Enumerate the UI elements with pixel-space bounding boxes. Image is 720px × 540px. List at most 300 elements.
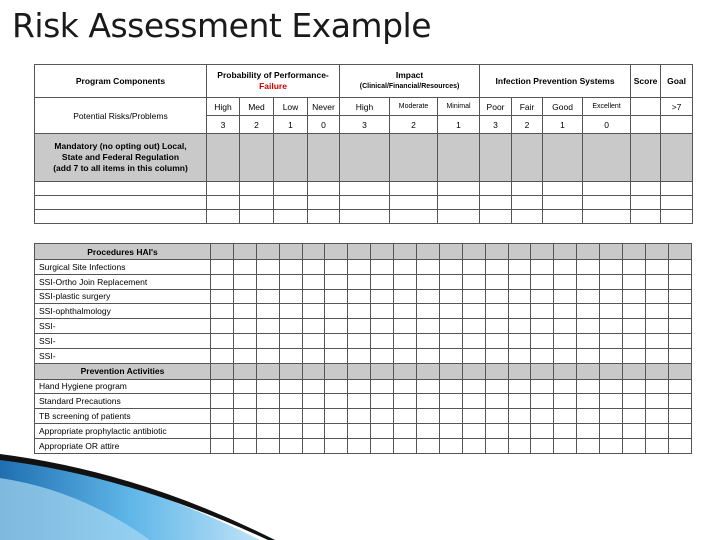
- cell[interactable]: [340, 210, 390, 224]
- cell[interactable]: [371, 409, 394, 424]
- cell[interactable]: [302, 409, 325, 424]
- cell[interactable]: [583, 210, 631, 224]
- cell[interactable]: [508, 244, 531, 260]
- cell[interactable]: [394, 274, 417, 289]
- cell[interactable]: [508, 423, 531, 438]
- cell[interactable]: [600, 409, 623, 424]
- cell[interactable]: [348, 244, 371, 260]
- cell[interactable]: [211, 363, 234, 379]
- cell[interactable]: [302, 260, 325, 275]
- cell[interactable]: [240, 182, 274, 196]
- cell[interactable]: [325, 423, 348, 438]
- cell[interactable]: [302, 289, 325, 304]
- cell[interactable]: [302, 379, 325, 394]
- cell[interactable]: [371, 394, 394, 409]
- cell[interactable]: [279, 379, 302, 394]
- cell[interactable]: [302, 348, 325, 363]
- cell[interactable]: [645, 244, 668, 260]
- cell[interactable]: [348, 304, 371, 319]
- cell[interactable]: [439, 244, 462, 260]
- cell[interactable]: [256, 394, 279, 409]
- cell[interactable]: [645, 289, 668, 304]
- cell[interactable]: [439, 304, 462, 319]
- cell[interactable]: [531, 348, 554, 363]
- cell[interactable]: [512, 210, 543, 224]
- cell[interactable]: [417, 409, 440, 424]
- cell[interactable]: [480, 134, 512, 182]
- cell[interactable]: [211, 304, 234, 319]
- cell[interactable]: [554, 379, 577, 394]
- cell[interactable]: [348, 333, 371, 348]
- cell[interactable]: [390, 210, 438, 224]
- cell[interactable]: [348, 260, 371, 275]
- cell[interactable]: [531, 244, 554, 260]
- cell[interactable]: [600, 289, 623, 304]
- cell[interactable]: [325, 348, 348, 363]
- cell[interactable]: [256, 379, 279, 394]
- cell[interactable]: [394, 244, 417, 260]
- cell[interactable]: [390, 134, 438, 182]
- cell[interactable]: [554, 363, 577, 379]
- cell[interactable]: [577, 304, 600, 319]
- cell[interactable]: [668, 379, 691, 394]
- cell[interactable]: [668, 423, 691, 438]
- cell[interactable]: [438, 134, 480, 182]
- cell[interactable]: [348, 274, 371, 289]
- cell[interactable]: [485, 423, 508, 438]
- cell[interactable]: [668, 319, 691, 334]
- cell[interactable]: [233, 379, 256, 394]
- cell[interactable]: [394, 333, 417, 348]
- cell[interactable]: [531, 363, 554, 379]
- cell[interactable]: [661, 196, 693, 210]
- cell[interactable]: [508, 409, 531, 424]
- cell[interactable]: [583, 196, 631, 210]
- cell[interactable]: [348, 394, 371, 409]
- cell[interactable]: [661, 210, 693, 224]
- cell[interactable]: [417, 319, 440, 334]
- cell[interactable]: [485, 304, 508, 319]
- cell[interactable]: [645, 274, 668, 289]
- cell[interactable]: [531, 394, 554, 409]
- cell[interactable]: [645, 423, 668, 438]
- cell[interactable]: [508, 289, 531, 304]
- cell[interactable]: [577, 409, 600, 424]
- cell[interactable]: [211, 244, 234, 260]
- cell[interactable]: [485, 319, 508, 334]
- cell[interactable]: [371, 363, 394, 379]
- cell[interactable]: [348, 423, 371, 438]
- cell[interactable]: [645, 304, 668, 319]
- cell[interactable]: [211, 333, 234, 348]
- cell[interactable]: [631, 134, 661, 182]
- cell[interactable]: [623, 379, 646, 394]
- cell[interactable]: [279, 274, 302, 289]
- cell[interactable]: [348, 319, 371, 334]
- cell[interactable]: [394, 379, 417, 394]
- cell[interactable]: [600, 423, 623, 438]
- cell[interactable]: [308, 210, 340, 224]
- cell[interactable]: [645, 348, 668, 363]
- cell[interactable]: [211, 348, 234, 363]
- cell[interactable]: [623, 244, 646, 260]
- cell[interactable]: [371, 319, 394, 334]
- cell[interactable]: [485, 394, 508, 409]
- cell[interactable]: [508, 363, 531, 379]
- cell[interactable]: [554, 333, 577, 348]
- cell[interactable]: [256, 244, 279, 260]
- cell[interactable]: [340, 182, 390, 196]
- cell[interactable]: [462, 319, 485, 334]
- cell[interactable]: [623, 333, 646, 348]
- cell[interactable]: [439, 260, 462, 275]
- cell[interactable]: [348, 409, 371, 424]
- cell[interactable]: [583, 134, 631, 182]
- cell[interactable]: [462, 348, 485, 363]
- cell[interactable]: [256, 304, 279, 319]
- cell[interactable]: [417, 394, 440, 409]
- cell[interactable]: [531, 319, 554, 334]
- cell[interactable]: [508, 379, 531, 394]
- cell[interactable]: [240, 196, 274, 210]
- cell[interactable]: [600, 333, 623, 348]
- cell[interactable]: [577, 363, 600, 379]
- cell[interactable]: [371, 304, 394, 319]
- cell[interactable]: [543, 196, 583, 210]
- cell[interactable]: [417, 379, 440, 394]
- cell[interactable]: [325, 304, 348, 319]
- cell[interactable]: [577, 319, 600, 334]
- cell[interactable]: [371, 379, 394, 394]
- cell[interactable]: [531, 274, 554, 289]
- cell[interactable]: [623, 289, 646, 304]
- cell[interactable]: [302, 244, 325, 260]
- cell[interactable]: [439, 333, 462, 348]
- cell[interactable]: [631, 210, 661, 224]
- cell[interactable]: [508, 274, 531, 289]
- cell[interactable]: [240, 134, 274, 182]
- cell[interactable]: [531, 333, 554, 348]
- cell[interactable]: [240, 210, 274, 224]
- cell[interactable]: [512, 134, 543, 182]
- cell[interactable]: [256, 289, 279, 304]
- cell[interactable]: [462, 304, 485, 319]
- cell[interactable]: [462, 289, 485, 304]
- cell[interactable]: [256, 260, 279, 275]
- cell[interactable]: [302, 394, 325, 409]
- cell[interactable]: [211, 260, 234, 275]
- cell[interactable]: [531, 289, 554, 304]
- cell[interactable]: [371, 289, 394, 304]
- cell[interactable]: [211, 409, 234, 424]
- cell[interactable]: [371, 348, 394, 363]
- cell[interactable]: [623, 274, 646, 289]
- cell[interactable]: [439, 348, 462, 363]
- cell[interactable]: [325, 333, 348, 348]
- cell[interactable]: [325, 260, 348, 275]
- cell[interactable]: [274, 196, 308, 210]
- cell[interactable]: [623, 423, 646, 438]
- cell[interactable]: [577, 333, 600, 348]
- cell[interactable]: [439, 363, 462, 379]
- cell[interactable]: [554, 260, 577, 275]
- cell[interactable]: [439, 409, 462, 424]
- cell[interactable]: [348, 363, 371, 379]
- cell[interactable]: [35, 196, 207, 210]
- cell[interactable]: [645, 409, 668, 424]
- cell[interactable]: [371, 423, 394, 438]
- cell[interactable]: [531, 260, 554, 275]
- cell[interactable]: [600, 348, 623, 363]
- cell[interactable]: [661, 182, 693, 196]
- cell[interactable]: [508, 319, 531, 334]
- cell[interactable]: [577, 244, 600, 260]
- cell[interactable]: [256, 409, 279, 424]
- cell[interactable]: [577, 379, 600, 394]
- cell[interactable]: [668, 260, 691, 275]
- cell[interactable]: [480, 196, 512, 210]
- cell[interactable]: [256, 348, 279, 363]
- cell[interactable]: [668, 289, 691, 304]
- cell[interactable]: [577, 274, 600, 289]
- cell[interactable]: [233, 304, 256, 319]
- cell[interactable]: [462, 260, 485, 275]
- cell[interactable]: [439, 319, 462, 334]
- cell[interactable]: [274, 210, 308, 224]
- cell[interactable]: [508, 304, 531, 319]
- cell[interactable]: [211, 423, 234, 438]
- cell[interactable]: [417, 289, 440, 304]
- cell[interactable]: [325, 244, 348, 260]
- cell[interactable]: [371, 244, 394, 260]
- cell[interactable]: [256, 423, 279, 438]
- cell[interactable]: [531, 379, 554, 394]
- cell[interactable]: [325, 409, 348, 424]
- cell[interactable]: [668, 394, 691, 409]
- cell[interactable]: [233, 348, 256, 363]
- cell[interactable]: [543, 182, 583, 196]
- cell[interactable]: [417, 333, 440, 348]
- cell[interactable]: [207, 210, 240, 224]
- cell[interactable]: [438, 196, 480, 210]
- cell[interactable]: [531, 409, 554, 424]
- cell[interactable]: [279, 348, 302, 363]
- cell[interactable]: [211, 289, 234, 304]
- cell[interactable]: [554, 289, 577, 304]
- cell[interactable]: [439, 394, 462, 409]
- cell[interactable]: [302, 333, 325, 348]
- cell[interactable]: [668, 348, 691, 363]
- cell[interactable]: [645, 260, 668, 275]
- cell[interactable]: [485, 244, 508, 260]
- cell[interactable]: [508, 260, 531, 275]
- cell[interactable]: [325, 379, 348, 394]
- cell[interactable]: [417, 423, 440, 438]
- cell[interactable]: [207, 134, 240, 182]
- cell[interactable]: [531, 304, 554, 319]
- cell[interactable]: [233, 319, 256, 334]
- cell[interactable]: [394, 423, 417, 438]
- cell[interactable]: [233, 423, 256, 438]
- cell[interactable]: [325, 394, 348, 409]
- cell[interactable]: [207, 182, 240, 196]
- cell[interactable]: [485, 274, 508, 289]
- cell[interactable]: [417, 274, 440, 289]
- cell[interactable]: [543, 134, 583, 182]
- cell[interactable]: [577, 423, 600, 438]
- cell[interactable]: [600, 304, 623, 319]
- cell[interactable]: [279, 363, 302, 379]
- cell[interactable]: [623, 363, 646, 379]
- cell[interactable]: [211, 319, 234, 334]
- cell[interactable]: [668, 333, 691, 348]
- cell[interactable]: [485, 260, 508, 275]
- cell[interactable]: [485, 333, 508, 348]
- cell[interactable]: [554, 394, 577, 409]
- cell[interactable]: [531, 423, 554, 438]
- cell[interactable]: [325, 274, 348, 289]
- cell[interactable]: [340, 134, 390, 182]
- cell[interactable]: [439, 274, 462, 289]
- cell[interactable]: [207, 196, 240, 210]
- cell[interactable]: [256, 274, 279, 289]
- cell[interactable]: [600, 394, 623, 409]
- cell[interactable]: [508, 348, 531, 363]
- cell[interactable]: [308, 196, 340, 210]
- cell[interactable]: [668, 304, 691, 319]
- cell[interactable]: [661, 134, 693, 182]
- cell[interactable]: [35, 210, 207, 224]
- cell[interactable]: [462, 244, 485, 260]
- cell[interactable]: [256, 333, 279, 348]
- cell[interactable]: [631, 182, 661, 196]
- cell[interactable]: [279, 289, 302, 304]
- cell[interactable]: [600, 274, 623, 289]
- cell[interactable]: [302, 319, 325, 334]
- cell[interactable]: [600, 363, 623, 379]
- cell[interactable]: [438, 210, 480, 224]
- cell[interactable]: [348, 289, 371, 304]
- cell[interactable]: [233, 363, 256, 379]
- cell[interactable]: [279, 244, 302, 260]
- cell[interactable]: [668, 274, 691, 289]
- cell[interactable]: [623, 319, 646, 334]
- cell[interactable]: [600, 379, 623, 394]
- cell[interactable]: [645, 379, 668, 394]
- cell[interactable]: [211, 379, 234, 394]
- cell[interactable]: [390, 182, 438, 196]
- cell[interactable]: [623, 409, 646, 424]
- cell[interactable]: [480, 210, 512, 224]
- cell[interactable]: [462, 274, 485, 289]
- cell[interactable]: [394, 363, 417, 379]
- cell[interactable]: [256, 363, 279, 379]
- cell[interactable]: [348, 379, 371, 394]
- cell[interactable]: [394, 348, 417, 363]
- cell[interactable]: [668, 409, 691, 424]
- cell[interactable]: [485, 363, 508, 379]
- cell[interactable]: [554, 274, 577, 289]
- cell[interactable]: [439, 289, 462, 304]
- cell[interactable]: [645, 363, 668, 379]
- cell[interactable]: [645, 319, 668, 334]
- cell[interactable]: [554, 304, 577, 319]
- cell[interactable]: [325, 363, 348, 379]
- cell[interactable]: [233, 244, 256, 260]
- cell[interactable]: [583, 182, 631, 196]
- cell[interactable]: [340, 196, 390, 210]
- cell[interactable]: [577, 260, 600, 275]
- cell[interactable]: [302, 423, 325, 438]
- cell[interactable]: [462, 409, 485, 424]
- cell[interactable]: [623, 348, 646, 363]
- cell[interactable]: [279, 394, 302, 409]
- cell[interactable]: [279, 319, 302, 334]
- cell[interactable]: [417, 304, 440, 319]
- cell[interactable]: [274, 134, 308, 182]
- cell[interactable]: [485, 348, 508, 363]
- cell[interactable]: [233, 274, 256, 289]
- cell[interactable]: [485, 409, 508, 424]
- cell[interactable]: [35, 182, 207, 196]
- cell[interactable]: [600, 260, 623, 275]
- cell[interactable]: [512, 182, 543, 196]
- cell[interactable]: [600, 319, 623, 334]
- cell[interactable]: [543, 210, 583, 224]
- cell[interactable]: [577, 394, 600, 409]
- cell[interactable]: [485, 379, 508, 394]
- cell[interactable]: [462, 394, 485, 409]
- cell[interactable]: [394, 260, 417, 275]
- cell[interactable]: [325, 289, 348, 304]
- cell[interactable]: [279, 304, 302, 319]
- cell[interactable]: [554, 244, 577, 260]
- cell[interactable]: [308, 182, 340, 196]
- cell[interactable]: [623, 394, 646, 409]
- cell[interactable]: [462, 379, 485, 394]
- cell[interactable]: [462, 423, 485, 438]
- cell[interactable]: [394, 304, 417, 319]
- cell[interactable]: [394, 319, 417, 334]
- cell[interactable]: [394, 289, 417, 304]
- cell[interactable]: [600, 244, 623, 260]
- cell[interactable]: [233, 409, 256, 424]
- cell[interactable]: [554, 319, 577, 334]
- cell[interactable]: [256, 319, 279, 334]
- cell[interactable]: [394, 394, 417, 409]
- cell[interactable]: [274, 182, 308, 196]
- cell[interactable]: [508, 333, 531, 348]
- cell[interactable]: [439, 423, 462, 438]
- cell[interactable]: [554, 409, 577, 424]
- cell[interactable]: [417, 363, 440, 379]
- cell[interactable]: [439, 379, 462, 394]
- cell[interactable]: [480, 182, 512, 196]
- cell[interactable]: [417, 260, 440, 275]
- cell[interactable]: [233, 260, 256, 275]
- cell[interactable]: [512, 196, 543, 210]
- cell[interactable]: [417, 244, 440, 260]
- cell[interactable]: [348, 348, 371, 363]
- cell[interactable]: [302, 304, 325, 319]
- cell[interactable]: [645, 333, 668, 348]
- cell[interactable]: [508, 394, 531, 409]
- cell[interactable]: [279, 333, 302, 348]
- cell[interactable]: [668, 244, 691, 260]
- cell[interactable]: [233, 289, 256, 304]
- cell[interactable]: [371, 260, 394, 275]
- cell[interactable]: [631, 196, 661, 210]
